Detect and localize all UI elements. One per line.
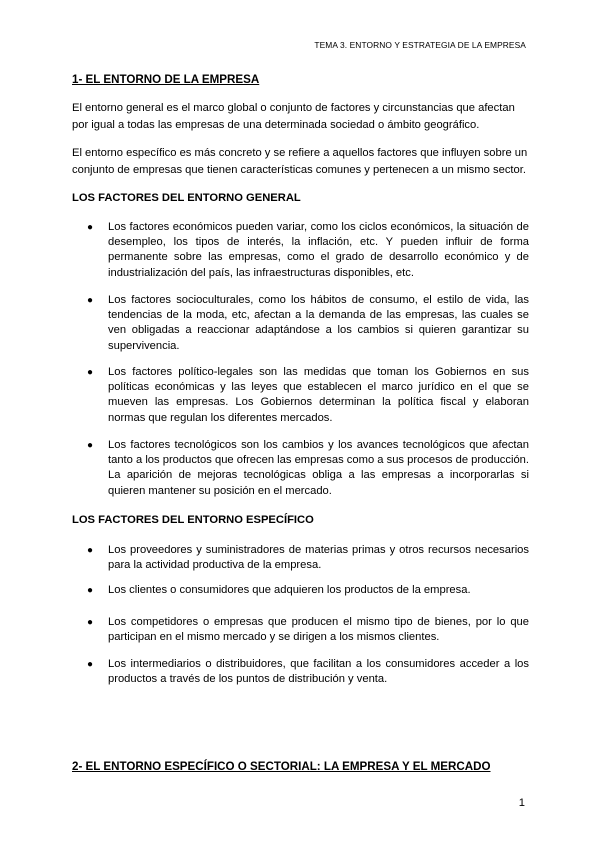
list-item-text: Los competidores o empresas que producen el mismo tipo de bienes, por lo que participan en el mismo mercado y se dirigen a los mismos clientes. xyxy=(108,616,529,644)
bullet-icon: ● xyxy=(87,545,94,556)
list-item-text: Los factores económicos pueden variar, como los ciclos económicos, la situación de desempleo, los tipos de interés, la inflación, etc. Y pueden influir de forma permanente sobre las empresas, como el grado de desarrollo económico y de industrialización del país, las infraestructuras disponibles, etc. xyxy=(108,221,529,279)
running-header: TEMA 3. ENTORNO Y ESTRATEGIA DE LA EMPRESA xyxy=(314,40,526,50)
general-environment-paragraph: El entorno general es el marco global o conjunto de factores y circunstancias que afectan por igual a todas las empresas de una determinada sociedad o ámbito geográfico. xyxy=(72,102,515,131)
section-2-title: 2- EL ENTORNO ESPECÍFICO O SECTORIAL: LA EMPRESA Y EL MERCADO xyxy=(72,760,491,773)
bullet-icon: ● xyxy=(87,659,94,670)
list-item xyxy=(72,220,529,281)
specific-factors-list xyxy=(72,543,529,573)
bullet-icon: ● xyxy=(87,585,94,596)
section-1-title: 1- EL ENTORNO DE LA EMPRESA xyxy=(72,73,260,86)
general-factors-list-2 xyxy=(72,293,529,354)
page-number: 1 xyxy=(518,797,525,809)
list-item xyxy=(72,657,529,687)
bullet-icon: ● xyxy=(87,440,94,451)
general-factors-list-4 xyxy=(72,438,529,499)
list-item xyxy=(72,583,529,598)
specific-factors-list-4 xyxy=(72,657,529,687)
list-item-text: Los clientes o consumidores que adquieren los productos de la empresa. xyxy=(108,584,471,596)
list-item-text: Los intermediarios o distribuidores, que facilitan a los consumidores acceder a los productos a través de los puntos de distribución y venta. xyxy=(108,658,529,686)
list-item-text: Los factores político-legales son las medidas que toman los Gobiernos en sus políticas económicas y las leyes que establecen el marco jurídico en el que se mueven las empresas. Los Gobiernos determinan la política fiscal y elaboran normas que regulan los diferentes mercados. xyxy=(108,366,529,424)
bullet-icon: ● xyxy=(87,222,94,233)
specific-factors-list-3 xyxy=(72,615,529,645)
list-item-text: Los factores socioculturales, como los hábitos de consumo, el estilo de vida, las tendencias de la moda, etc, afectan a la demanda de las empresas, las cuales se ven obligadas a reaccionar adaptándose a los cambios si quieren garantizar su supervivencia. xyxy=(108,294,529,352)
bullet-icon: ● xyxy=(87,367,94,378)
general-factors-list xyxy=(72,220,529,281)
list-item xyxy=(72,365,529,426)
general-factors-title: LOS FACTORES DEL ENTORNO GENERAL xyxy=(72,192,301,204)
list-item-text: Los proveedores y suministradores de materias primas y otros recursos necesarios para la actividad productiva de la empresa. xyxy=(108,544,529,572)
list-item xyxy=(72,293,529,354)
general-factors-list-3 xyxy=(72,365,529,426)
bullet-icon: ● xyxy=(87,295,94,306)
list-item xyxy=(72,615,529,645)
bullet-icon: ● xyxy=(87,617,94,628)
list-item-text: Los factores tecnológicos son los cambios y los avances tecnológicos que afectan tanto a los productos que ofrecen las empresas como a sus procesos de producción. La aparición de mejoras tecnológicas obliga a las empresas a incorporarlas si quieren mantener su posición en el mercado. xyxy=(108,439,530,497)
list-item xyxy=(72,543,529,573)
specific-factors-list-2 xyxy=(72,583,529,598)
specific-factors-title: LOS FACTORES DEL ENTORNO ESPECÍFICO xyxy=(72,514,314,526)
list-item xyxy=(72,438,529,499)
specific-environment-paragraph: El entorno específico es más concreto y se refiere a aquellos factores que influyen sobre un conjunto de empresas que tienen características comunes y pertenecen a un mismo sector. xyxy=(72,147,528,176)
